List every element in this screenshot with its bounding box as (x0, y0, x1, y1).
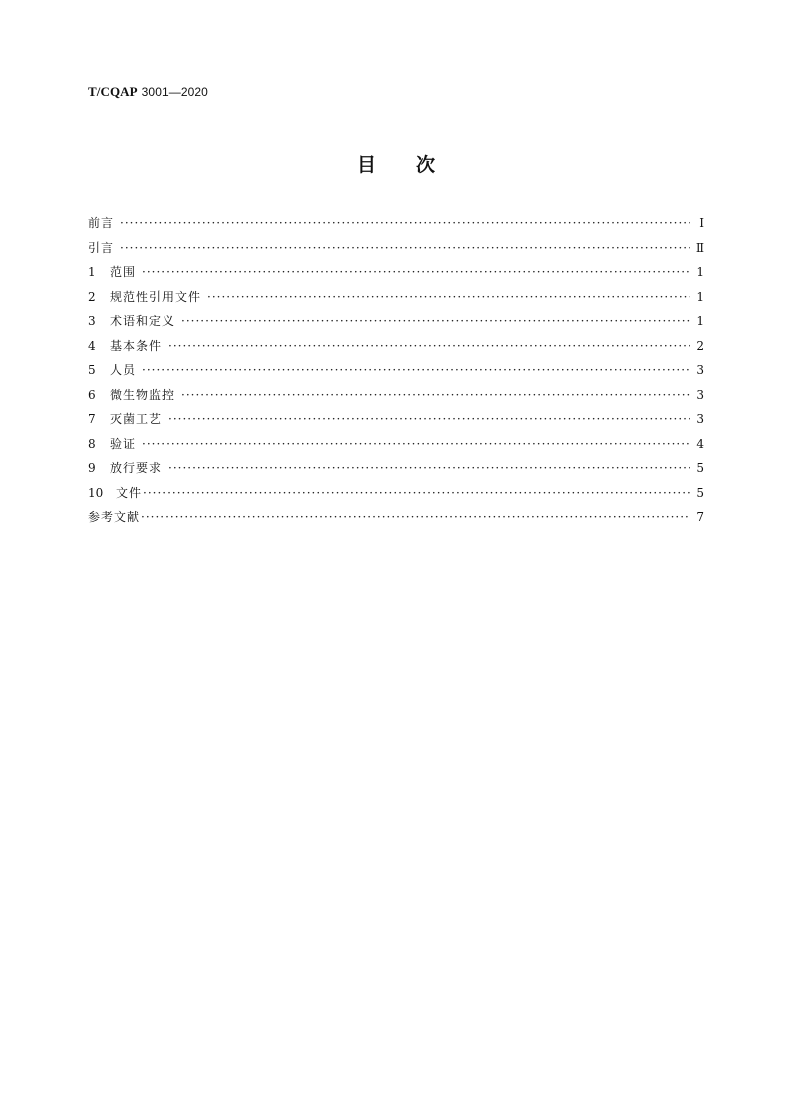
toc-leader-dots (142, 437, 690, 451)
toc-leader-dots (141, 510, 690, 524)
standard-code (88, 84, 208, 100)
toc-item-label: 范围 (110, 265, 137, 279)
toc-item-label: 基本条件 (110, 338, 163, 353)
toc-item-number: 1 (88, 265, 96, 279)
toc-item-label: 术语和定义 (110, 314, 176, 328)
toc-item-page: 5 (696, 485, 704, 500)
toc-item-number: 5 (88, 363, 96, 377)
toc-item-page: 3 (696, 412, 704, 426)
toc-item-page: 4 (696, 436, 704, 451)
toc-leader-dots (120, 216, 690, 230)
toc-item-label: 微生物监控 (110, 387, 176, 402)
toc-leader-dots (168, 339, 690, 353)
toc-item-number: 2 (88, 289, 96, 304)
toc-leader-dots (168, 412, 690, 426)
toc-item-page: 3 (696, 363, 704, 377)
toc-item-page: Ⅰ (699, 216, 704, 230)
standard-number: 3001—2020 (141, 85, 208, 99)
toc-item-label: 参考文献 (88, 510, 141, 524)
toc-leader-dots (207, 290, 690, 304)
table-of-contents (88, 214, 704, 533)
toc-item-page: 1 (696, 314, 704, 328)
toc-item-scope[interactable] (88, 263, 704, 288)
toc-item-terms-definitions[interactable] (88, 312, 704, 337)
toc-item-sterilization-process[interactable] (88, 410, 704, 435)
toc-item-validation[interactable] (88, 435, 704, 460)
toc-item-page: 2 (696, 338, 704, 353)
toc-item-release-requirements[interactable] (88, 459, 704, 484)
toc-leader-dots (120, 241, 690, 255)
toc-item-microbial-monitoring[interactable] (88, 386, 704, 411)
toc-item-number: 9 (88, 461, 96, 475)
toc-item-number: 6 (88, 387, 96, 402)
toc-item-number: 3 (88, 314, 96, 328)
toc-item-label: 灭菌工艺 (110, 412, 163, 426)
toc-item-bibliography[interactable] (88, 508, 704, 533)
toc-item-page: Ⅱ (695, 240, 704, 255)
toc-item-page: 3 (696, 387, 704, 402)
toc-item-personnel[interactable] (88, 361, 704, 386)
toc-item-normative-references[interactable] (88, 288, 704, 313)
toc-item-label: 人员 (110, 363, 137, 377)
toc-leader-dots (142, 363, 690, 377)
standard-prefix: T/CQAP (88, 84, 138, 99)
toc-item-foreword[interactable] (88, 214, 704, 239)
page-title: 目次 (356, 154, 475, 176)
toc-item-number: 7 (88, 412, 96, 426)
toc-item-number: 4 (88, 338, 96, 353)
toc-leader-dots (168, 461, 690, 475)
toc-item-basic-conditions[interactable] (88, 337, 704, 362)
toc-leader-dots (181, 388, 690, 402)
toc-item-label: 放行要求 (110, 461, 163, 475)
toc-item-label: 引言 (88, 240, 115, 255)
toc-item-label: 文件 (116, 485, 143, 500)
toc-leader-dots (142, 265, 690, 279)
toc-leader-dots (181, 314, 690, 328)
toc-item-label: 前言 (88, 216, 115, 230)
toc-item-label: 验证 (110, 436, 137, 451)
toc-leader-dots (143, 486, 690, 500)
toc-item-number: 10 (88, 485, 104, 500)
toc-item-label: 规范性引用文件 (110, 289, 202, 304)
toc-item-page: 1 (696, 265, 704, 279)
toc-item-introduction[interactable] (88, 239, 704, 264)
toc-item-page: 5 (696, 461, 704, 475)
toc-item-page: 7 (696, 510, 704, 524)
toc-item-documents[interactable] (88, 484, 704, 509)
toc-item-number: 8 (88, 436, 96, 451)
toc-item-page: 1 (696, 289, 704, 304)
